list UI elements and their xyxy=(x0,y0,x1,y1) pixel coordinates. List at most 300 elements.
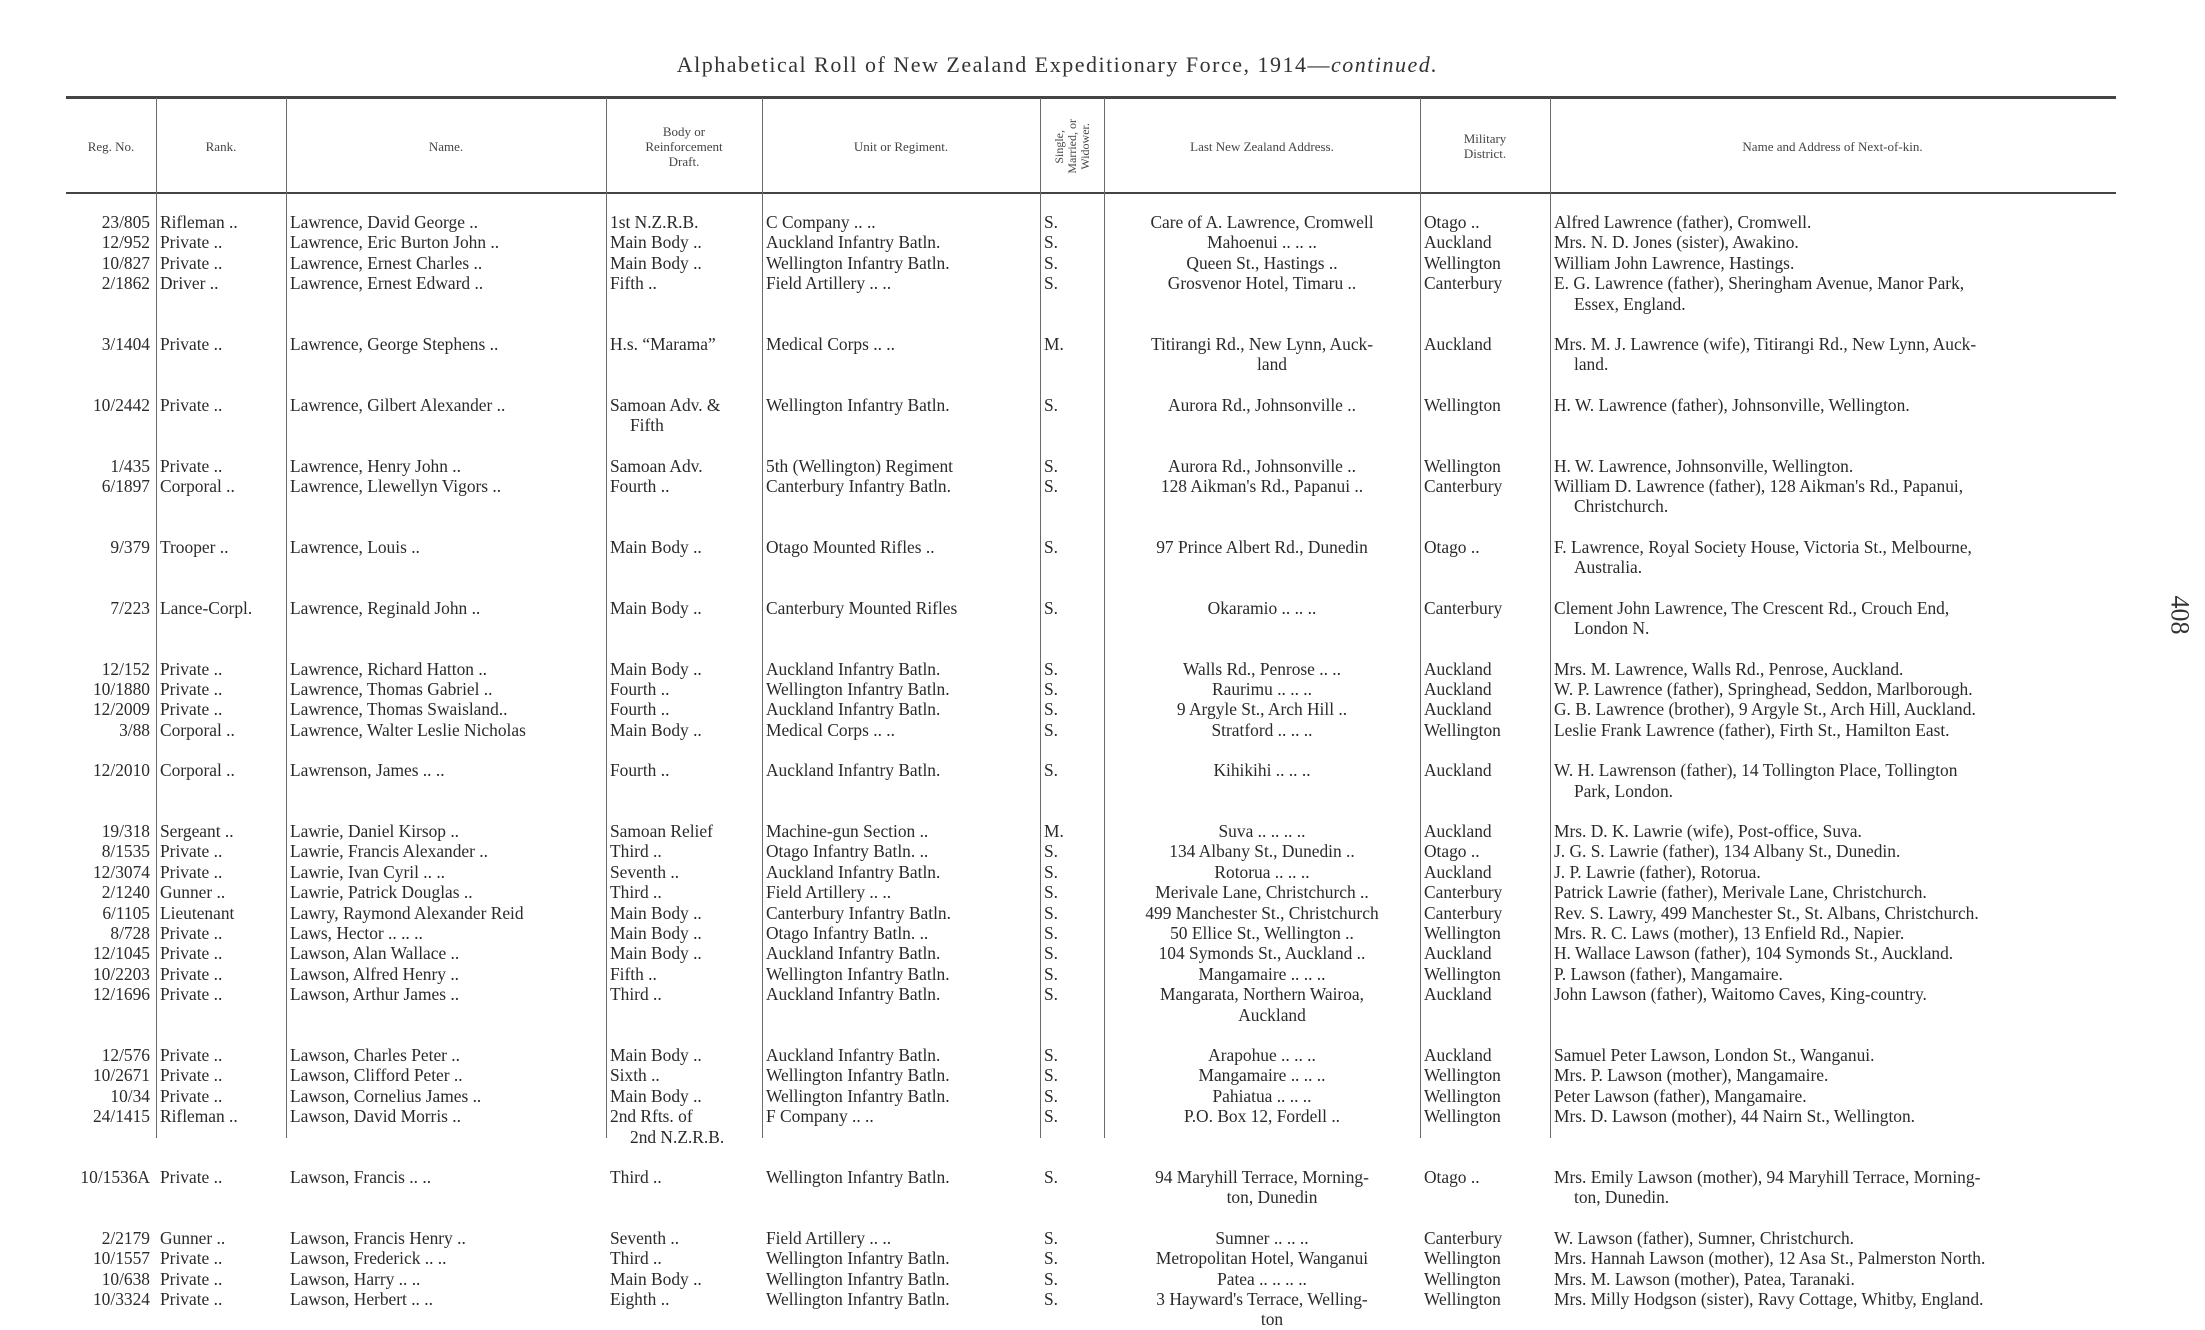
cell-draft: 1st N.Z.R.B. xyxy=(610,212,699,232)
cell-address: Rotorua .. .. .. xyxy=(1214,861,1310,882)
cell-reg-no: 8/1535 xyxy=(101,841,150,862)
cell-draft: Sixth .. xyxy=(610,1065,660,1086)
cell-next-of-kin: Leslie Frank Lawrence (father), Firth St., Hamilton East. xyxy=(1554,719,1950,740)
cell-reg-no: 10/2442 xyxy=(92,394,150,415)
cell-next-of-kin: Patrick Lawrie (father), Merivale Lane, Christchurch. xyxy=(1554,882,1927,903)
table-row xyxy=(66,375,2115,436)
cell-name: Lawrence, Walter Leslie Nicholas xyxy=(290,719,526,740)
cell-marital-status: S. xyxy=(1044,1248,1059,1269)
cell-unit: Canterbury Infantry Batln. xyxy=(766,902,951,923)
cell-military-district: Wellington xyxy=(1424,252,1501,273)
cell-military-district: Canterbury xyxy=(1424,476,1503,497)
cell-name: Lawrence, Thomas Swaisland.. xyxy=(290,699,508,720)
cell-draft: Third .. xyxy=(610,841,662,862)
cell-address: Raurimu .. .. .. xyxy=(1212,678,1312,699)
cell-unit: Auckland Infantry Batln. xyxy=(766,760,941,781)
cell-reg-no: 9/379 xyxy=(110,536,150,557)
cell-address: P.O. Box 12, Fordell .. xyxy=(1183,1106,1341,1127)
table-row xyxy=(66,943,2115,963)
cell-draft: Fourth .. xyxy=(610,699,670,720)
cell-address: 134 Albany St., Dunedin .. xyxy=(1169,841,1355,862)
cell-military-district: Wellington xyxy=(1424,719,1501,740)
cell-military-district: Auckland xyxy=(1424,760,1492,781)
cell-reg-no: 19/318 xyxy=(101,820,150,841)
cell-unit: Wellington Infantry Batln. xyxy=(766,1085,950,1106)
cell-reg-no: 12/152 xyxy=(101,658,150,679)
cell-unit: Auckland Infantry Batln. xyxy=(766,984,941,1005)
roll-table-body xyxy=(66,212,2115,1330)
page-number: 408 xyxy=(2165,595,2195,635)
table-row xyxy=(66,517,2115,578)
cell-draft: Fourth .. xyxy=(610,760,670,781)
cell-draft: Seventh .. xyxy=(610,861,680,882)
cell-unit: Wellington Infantry Batln. xyxy=(766,963,950,984)
table-row xyxy=(66,578,2115,639)
cell-reg-no: 1/435 xyxy=(110,455,150,476)
cell-unit: Canterbury Infantry Batln. xyxy=(766,476,951,497)
table-row xyxy=(66,841,2115,861)
cell-next-of-kin: Mrs. P. Lawson (mother), Mangamaire. xyxy=(1554,1065,1829,1086)
cell-rank: Private .. xyxy=(160,455,223,476)
cell-next-of-kin: Samuel Peter Lawson, London St., Wanganui. xyxy=(1554,1045,1875,1065)
cell-military-district: Wellington xyxy=(1424,1106,1501,1127)
cell-reg-no: 10/1880 xyxy=(92,678,150,699)
cell-unit: Otago Infantry Batln. .. xyxy=(766,841,929,862)
table-row xyxy=(66,314,2115,375)
cell-marital-status: S. xyxy=(1044,1268,1059,1289)
column-header-military-district: Military District. xyxy=(1463,131,1507,161)
cell-name: Lawson, Alfred Henry .. xyxy=(290,963,460,984)
cell-reg-no: 23/805 xyxy=(101,212,150,232)
cell-address: 3 Hayward's Terrace, Welling- ton xyxy=(1156,1289,1368,1330)
cell-marital-status: S. xyxy=(1044,212,1059,232)
cell-rank: Trooper .. xyxy=(160,536,229,557)
table-row xyxy=(66,679,2115,699)
cell-unit: Wellington Infantry Batln. xyxy=(766,1248,950,1269)
cell-marital-status: S. xyxy=(1044,1106,1059,1127)
cell-reg-no: 8/728 xyxy=(110,922,150,943)
cell-marital-status: S. xyxy=(1044,1227,1059,1248)
cell-rank: Private .. xyxy=(160,334,223,355)
cell-military-district: Wellington xyxy=(1424,1248,1501,1269)
cell-reg-no: 12/1696 xyxy=(92,984,150,1005)
table-row xyxy=(66,699,2115,719)
table-row xyxy=(66,1289,2115,1330)
cell-reg-no: 6/1105 xyxy=(102,902,150,923)
column-header-address: Last New Zealand Address. xyxy=(1190,138,1334,154)
cell-draft: Seventh .. xyxy=(610,1227,680,1248)
cell-unit: Auckland Infantry Batln. xyxy=(766,232,941,253)
cell-rank: Private .. xyxy=(160,963,223,984)
cell-marital-status: S. xyxy=(1044,861,1059,882)
cell-marital-status: S. xyxy=(1044,455,1059,476)
cell-address: 50 Ellice St., Wellington .. xyxy=(1170,922,1354,943)
cell-military-district: Wellington xyxy=(1424,922,1501,943)
cell-unit: C Company .. .. xyxy=(766,212,876,232)
cell-military-district: Canterbury xyxy=(1424,882,1503,903)
cell-address: Grosvenor Hotel, Timaru .. xyxy=(1167,273,1357,294)
cell-rank: Private .. xyxy=(160,1248,223,1269)
cell-military-district: Wellington xyxy=(1424,1289,1501,1310)
table-row xyxy=(66,212,2115,232)
cell-military-district: Auckland xyxy=(1424,943,1492,964)
cell-address: Titirangi Rd., New Lynn, Auck- land xyxy=(1150,334,1374,375)
cell-next-of-kin: Mrs. D. Lawson (mother), 44 Nairn St., Wellington. xyxy=(1554,1106,1916,1127)
cell-rank: Private .. xyxy=(160,232,223,253)
cell-rank: Private .. xyxy=(160,861,223,882)
cell-next-of-kin: Mrs. M. Lawson (mother), Patea, Taranaki. xyxy=(1554,1268,1855,1289)
cell-next-of-kin: H. W. Lawrence (father), Johnsonville, Wellington. xyxy=(1554,394,1910,415)
cell-address: Aurora Rd., Johnsonville .. xyxy=(1168,455,1356,476)
cell-draft: Samoan Adv. xyxy=(610,455,703,476)
cell-next-of-kin: Rev. S. Lawry, 499 Manchester St., St. Albans, Christchurch. xyxy=(1554,902,1979,923)
cell-marital-status: S. xyxy=(1044,1167,1059,1188)
cell-rank: Private .. xyxy=(160,1268,223,1289)
cell-draft: Samoan Relief xyxy=(610,820,713,841)
cell-unit: Canterbury Mounted Rifles xyxy=(766,597,958,618)
table-row xyxy=(66,862,2115,882)
cell-draft: Fourth .. xyxy=(610,476,670,497)
cell-reg-no: 10/638 xyxy=(101,1268,150,1289)
cell-next-of-kin: E. G. Lawrence (father), Sheringham Avenue, Manor Park, Essex, England. xyxy=(1554,273,1965,314)
cell-unit: 5th (Wellington) Regiment xyxy=(766,455,953,476)
cell-address: Stratford .. .. .. xyxy=(1211,719,1313,740)
cell-name: Lawrence, Ernest Edward .. xyxy=(290,273,484,294)
cell-address: Mangamaire .. .. .. xyxy=(1198,963,1326,984)
cell-address: Okaramio .. .. .. xyxy=(1207,597,1317,618)
cell-marital-status: S. xyxy=(1044,678,1059,699)
cell-draft: Main Body .. xyxy=(610,1085,702,1106)
table-row xyxy=(66,1065,2115,1085)
cell-next-of-kin: G. B. Lawrence (brother), 9 Argyle St., Arch Hill, Auckland. xyxy=(1554,699,1976,720)
cell-marital-status: S. xyxy=(1044,1065,1059,1086)
cell-next-of-kin: Clement John Lawrence, The Crescent Rd., Crouch End, London N. xyxy=(1554,597,1950,639)
cell-marital-status: S. xyxy=(1044,232,1059,253)
table-row xyxy=(66,639,2115,679)
cell-reg-no: 2/1862 xyxy=(101,273,150,294)
table-row xyxy=(66,1248,2115,1268)
cell-unit: Field Artillery .. .. xyxy=(766,1227,892,1248)
cell-rank: Private .. xyxy=(160,394,223,415)
cell-name: Lawrence, Gilbert Alexander .. xyxy=(290,394,506,415)
cell-rank: Private .. xyxy=(160,699,223,720)
cell-draft: Eighth .. xyxy=(610,1289,670,1310)
cell-reg-no: 3/1404 xyxy=(101,334,150,355)
cell-marital-status: S. xyxy=(1044,273,1059,294)
cell-address: Metropolitan Hotel, Wanganui xyxy=(1155,1248,1369,1269)
cell-next-of-kin: W. Lawson (father), Sumner, Christchurch. xyxy=(1554,1227,1855,1248)
cell-military-district: Wellington xyxy=(1424,1268,1501,1289)
cell-unit: F Company .. .. xyxy=(766,1106,874,1127)
cell-address: Arapohue .. .. .. xyxy=(1208,1045,1316,1065)
cell-next-of-kin: John Lawson (father), Waitomo Caves, King-country. xyxy=(1554,984,1927,1005)
cell-reg-no: 12/3074 xyxy=(92,861,150,882)
cell-address: 9 Argyle St., Arch Hill .. xyxy=(1176,699,1348,720)
cell-draft: Fifth .. xyxy=(610,273,657,294)
cell-military-district: Auckland xyxy=(1424,658,1492,679)
cell-name: Lawson, Cornelius James .. xyxy=(290,1085,482,1106)
cell-marital-status: S. xyxy=(1044,902,1059,923)
cell-draft: Main Body .. xyxy=(610,902,702,923)
cell-rank: Lance-Corpl. xyxy=(160,597,253,618)
cell-draft: Third .. xyxy=(610,1248,662,1269)
cell-unit: Wellington Infantry Batln. xyxy=(766,1268,950,1289)
cell-unit: Wellington Infantry Batln. xyxy=(766,1065,950,1086)
table-row xyxy=(66,1025,2115,1065)
cell-unit: Wellington Infantry Batln. xyxy=(766,1167,950,1188)
cell-unit: Field Artillery .. .. xyxy=(766,882,892,903)
cell-military-district: Auckland xyxy=(1424,699,1492,720)
cell-rank: Rifleman .. xyxy=(160,212,238,232)
cell-draft: Main Body .. xyxy=(610,719,702,740)
cell-rank: Sergeant .. xyxy=(160,820,234,841)
cell-name: Lawry, Raymond Alexander Reid xyxy=(290,902,524,923)
cell-address: Suva .. .. .. .. xyxy=(1218,820,1306,841)
cell-name: Lawrence, David George .. xyxy=(290,212,478,232)
cell-reg-no: 2/1240 xyxy=(101,882,150,903)
cell-next-of-kin: Peter Lawson (father), Mangamaire. xyxy=(1554,1085,1807,1106)
cell-name: Lawson, Clifford Peter .. xyxy=(290,1065,463,1086)
cell-draft: Third .. xyxy=(610,1167,662,1188)
cell-reg-no: 12/576 xyxy=(101,1045,150,1065)
cell-marital-status: S. xyxy=(1044,252,1059,273)
table-row xyxy=(66,720,2115,740)
cell-unit: Wellington Infantry Batln. xyxy=(766,252,950,273)
table-row xyxy=(66,984,2115,1025)
cell-military-district: Wellington xyxy=(1424,455,1501,476)
cell-address: Mahoenui .. .. .. xyxy=(1207,232,1317,253)
title-continued: continued. xyxy=(1330,52,1439,77)
cell-draft: 2nd Rfts. of 2nd N.Z.R.B. xyxy=(610,1106,725,1147)
cell-military-district: Canterbury xyxy=(1424,902,1503,923)
cell-next-of-kin: Mrs. Milly Hodgson (sister), Ravy Cottage, Whitby, England. xyxy=(1554,1289,1984,1310)
cell-name: Lawrie, Ivan Cyril .. .. xyxy=(290,861,446,882)
cell-marital-status: S. xyxy=(1044,476,1059,497)
cell-reg-no: 2/2179 xyxy=(101,1227,150,1248)
cell-next-of-kin: J. P. Lawrie (father), Rotorua. xyxy=(1554,861,1761,882)
cell-address: Sumner .. .. .. xyxy=(1215,1227,1309,1248)
cell-name: Lawson, Arthur James .. xyxy=(290,984,460,1005)
cell-name: Lawrence, Richard Hatton .. xyxy=(290,658,488,679)
cell-draft: Third .. xyxy=(610,882,662,903)
cell-draft: Third .. xyxy=(610,984,662,1005)
cell-name: Lawson, David Morris .. xyxy=(290,1106,461,1127)
cell-next-of-kin: William D. Lawrence (father), 128 Aikman's Rd., Papanui, Christchurch. xyxy=(1554,476,1964,517)
cell-unit: Wellington Infantry Batln. xyxy=(766,1289,950,1310)
cell-unit: Medical Corps .. .. xyxy=(766,719,895,740)
cell-reg-no: 12/952 xyxy=(101,232,150,253)
cell-address: Kihikihi .. .. .. xyxy=(1213,760,1311,781)
column-header-reg-no: Reg. No. xyxy=(87,138,135,154)
cell-next-of-kin: Mrs. N. D. Jones (sister), Awakino. xyxy=(1554,232,1799,253)
table-row xyxy=(66,273,2115,314)
table-row xyxy=(66,476,2115,517)
cell-name: Lawson, Francis Henry .. xyxy=(290,1227,466,1248)
cell-rank: Private .. xyxy=(160,252,223,273)
cell-marital-status: S. xyxy=(1044,760,1059,781)
cell-reg-no: 6/1897 xyxy=(101,476,150,497)
cell-rank: Corporal .. xyxy=(160,476,235,497)
cell-next-of-kin: J. G. S. Lawrie (father), 134 Albany St., Dunedin. xyxy=(1554,841,1901,862)
cell-next-of-kin: William John Lawrence, Hastings. xyxy=(1554,252,1795,273)
cell-address: Merivale Lane, Christchurch .. xyxy=(1155,882,1369,903)
cell-address: Walls Rd., Penrose .. .. xyxy=(1182,658,1341,679)
cell-unit: Auckland Infantry Batln. xyxy=(766,943,941,964)
cell-military-district: Auckland xyxy=(1424,820,1492,841)
header-top-rule xyxy=(66,96,2116,99)
column-header-draft: Body or Reinforcement Draft. xyxy=(645,123,723,169)
cell-draft: Main Body .. xyxy=(610,922,702,943)
cell-address: 104 Symonds St., Auckland .. xyxy=(1158,943,1366,964)
cell-unit: Auckland Infantry Batln. xyxy=(766,1045,941,1065)
cell-name: Lawrence, George Stephens .. xyxy=(290,334,499,355)
cell-unit: Medical Corps .. .. xyxy=(766,334,895,355)
cell-draft: Main Body .. xyxy=(610,232,702,253)
cell-next-of-kin: W. H. Lawrenson (father), 14 Tollington Place, Tollington Park, London. xyxy=(1554,760,1958,801)
cell-next-of-kin: Alfred Lawrence (father), Cromwell. xyxy=(1554,212,1812,232)
cell-marital-status: S. xyxy=(1044,597,1059,618)
cell-address: Pahiatua .. .. .. xyxy=(1212,1085,1312,1106)
column-header-unit: Unit or Regiment. xyxy=(853,138,949,154)
cell-draft: Main Body .. xyxy=(610,943,702,964)
cell-address: 97 Prince Albert Rd., Dunedin xyxy=(1156,536,1368,557)
cell-name: Laws, Hector .. .. .. xyxy=(290,922,423,943)
cell-unit: Wellington Infantry Batln. xyxy=(766,678,950,699)
cell-rank: Corporal .. xyxy=(160,760,235,781)
cell-unit: Auckland Infantry Batln. xyxy=(766,658,941,679)
cell-marital-status: S. xyxy=(1044,394,1059,415)
cell-name: Lawson, Harry .. .. xyxy=(290,1268,421,1289)
cell-rank: Private .. xyxy=(160,1045,223,1065)
cell-next-of-kin: W. P. Lawrence (father), Springhead, Seddon, Marlborough. xyxy=(1554,678,1973,699)
cell-draft: Fifth .. xyxy=(610,963,657,984)
table-row xyxy=(66,232,2115,252)
cell-military-district: Auckland xyxy=(1424,861,1492,882)
cell-address: Patea .. .. .. .. xyxy=(1217,1268,1307,1289)
cell-draft: Fourth .. xyxy=(610,678,670,699)
cell-unit: Auckland Infantry Batln. xyxy=(766,699,941,720)
cell-reg-no: 10/2203 xyxy=(92,963,150,984)
cell-marital-status: S. xyxy=(1044,719,1059,740)
cell-next-of-kin: H. Wallace Lawson (father), 104 Symonds St., Auckland. xyxy=(1554,943,1954,964)
cell-reg-no: 7/223 xyxy=(110,597,150,618)
table-row xyxy=(66,1208,2115,1248)
cell-military-district: Otago .. xyxy=(1424,212,1480,232)
cell-marital-status: S. xyxy=(1044,1289,1059,1310)
cell-marital-status: S. xyxy=(1044,922,1059,943)
table-row xyxy=(66,903,2115,923)
cell-draft: Main Body .. xyxy=(610,1268,702,1289)
cell-marital-status: S. xyxy=(1044,1045,1059,1065)
column-header-next-of-kin: Name and Address of Next-of-kin. xyxy=(1742,138,1923,154)
cell-next-of-kin: Mrs. D. K. Lawrie (wife), Post-office, Suva. xyxy=(1554,820,1862,841)
cell-address: Aurora Rd., Johnsonville .. xyxy=(1168,394,1356,415)
cell-unit: Wellington Infantry Batln. xyxy=(766,394,950,415)
cell-military-district: Otago .. xyxy=(1424,1167,1480,1188)
cell-military-district: Canterbury xyxy=(1424,1227,1503,1248)
cell-reg-no: 3/88 xyxy=(119,719,150,740)
table-row xyxy=(66,1086,2115,1106)
cell-draft: Main Body .. xyxy=(610,658,702,679)
table-row xyxy=(66,882,2115,902)
cell-rank: Private .. xyxy=(160,1167,223,1188)
cell-reg-no: 10/1536A xyxy=(80,1167,150,1188)
cell-address: Care of A. Lawrence, Cromwell xyxy=(1150,212,1374,232)
cell-next-of-kin: Mrs. R. C. Laws (mother), 13 Enfield Rd., Napier. xyxy=(1554,922,1905,943)
cell-military-district: Auckland xyxy=(1424,678,1492,699)
cell-address: Queen St., Hastings .. xyxy=(1186,252,1338,273)
cell-name: Lawrenson, James .. .. xyxy=(290,760,445,781)
cell-military-district: Auckland xyxy=(1424,1045,1492,1065)
cell-rank: Rifleman .. xyxy=(160,1106,238,1127)
roll-table xyxy=(66,212,2115,1330)
cell-marital-status: M. xyxy=(1044,820,1064,841)
cell-reg-no: 24/1415 xyxy=(92,1106,150,1127)
cell-reg-no: 12/1045 xyxy=(92,943,150,964)
cell-name: Lawrence, Ernest Charles .. xyxy=(290,252,483,273)
cell-marital-status: M. xyxy=(1044,334,1064,355)
cell-rank: Private .. xyxy=(160,922,223,943)
cell-name: Lawrence, Henry John .. xyxy=(290,455,461,476)
table-row xyxy=(66,1147,2115,1208)
cell-rank: Gunner .. xyxy=(160,882,226,903)
table-row xyxy=(66,923,2115,943)
table-row xyxy=(66,1269,2115,1289)
cell-rank: Private .. xyxy=(160,1085,223,1106)
cell-draft: Main Body .. xyxy=(610,252,702,273)
cell-reg-no: 10/827 xyxy=(101,252,150,273)
cell-name: Lawson, Francis .. .. xyxy=(290,1167,432,1188)
table-row xyxy=(66,801,2115,841)
column-header-rank: Rank. xyxy=(205,138,237,154)
column-header-name: Name. xyxy=(428,138,464,154)
cell-unit: Auckland Infantry Batln. xyxy=(766,861,941,882)
cell-marital-status: S. xyxy=(1044,536,1059,557)
cell-reg-no: 12/2009 xyxy=(92,699,150,720)
cell-rank: Private .. xyxy=(160,658,223,679)
cell-unit: Machine-gun Section .. xyxy=(766,820,929,841)
cell-name: Lawrie, Patrick Douglas .. xyxy=(290,882,473,903)
cell-name: Lawrence, Eric Burton John .. xyxy=(290,232,500,253)
table-row xyxy=(66,253,2115,273)
cell-reg-no: 10/2671 xyxy=(92,1065,150,1086)
cell-name: Lawrie, Daniel Kirsop .. xyxy=(290,820,460,841)
cell-rank: Private .. xyxy=(160,943,223,964)
cell-military-district: Wellington xyxy=(1424,963,1501,984)
cell-name: Lawson, Herbert .. .. xyxy=(290,1289,433,1310)
table-row xyxy=(66,436,2115,476)
cell-military-district: Canterbury xyxy=(1424,273,1503,294)
title-main: Alphabetical Roll of New Zealand Expeditionary Force, 1914— xyxy=(676,52,1331,77)
cell-name: Lawson, Charles Peter .. xyxy=(290,1045,461,1065)
cell-military-district: Otago .. xyxy=(1424,841,1480,862)
cell-marital-status: S. xyxy=(1044,658,1059,679)
cell-military-district: Otago .. xyxy=(1424,536,1480,557)
cell-name: Lawson, Frederick .. .. xyxy=(290,1248,447,1269)
cell-unit: Otago Mounted Rifles .. xyxy=(766,536,935,557)
cell-marital-status: S. xyxy=(1044,984,1059,1005)
cell-next-of-kin: Mrs. M. Lawrence, Walls Rd., Penrose, Auckland. xyxy=(1554,658,1904,679)
cell-draft: Main Body .. xyxy=(610,1045,702,1065)
column-header-marital-status: Single, Married, or Widower. xyxy=(1051,118,1092,174)
cell-military-district: Wellington xyxy=(1424,1085,1501,1106)
cell-marital-status: S. xyxy=(1044,882,1059,903)
header-bottom-rule xyxy=(66,192,2116,194)
cell-name: Lawson, Alan Wallace .. xyxy=(290,943,460,964)
cell-rank: Private .. xyxy=(160,1289,223,1310)
table-row xyxy=(66,964,2115,984)
cell-marital-status: S. xyxy=(1044,963,1059,984)
